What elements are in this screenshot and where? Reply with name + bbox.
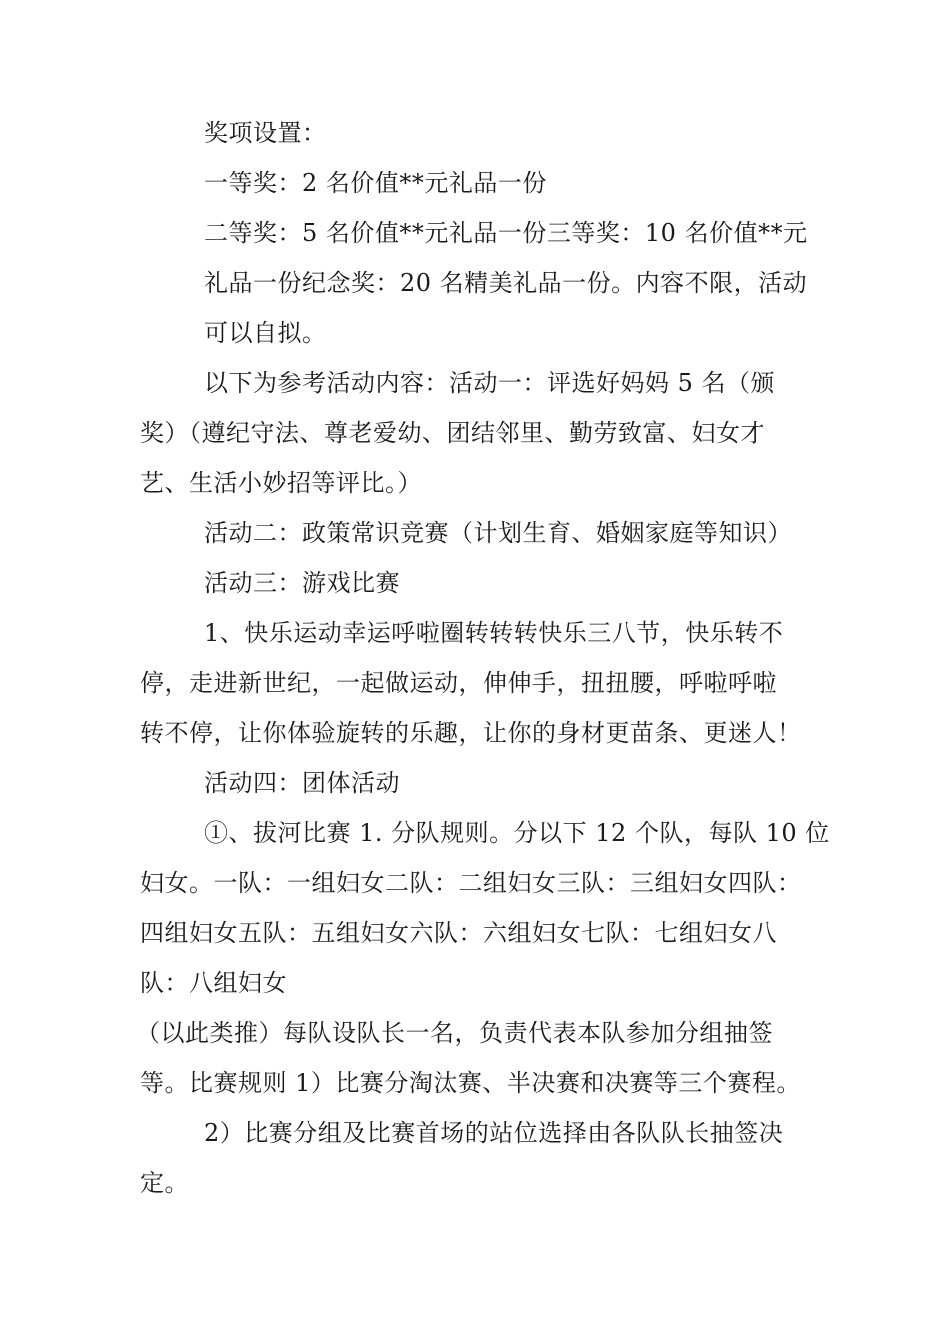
text-line-5: 可以自拟。	[204, 319, 327, 347]
text-line-4: 礼品一份纪念奖：20 名精美礼品一份。内容不限，活动	[204, 269, 808, 297]
text-line-3: 二等奖：5 名价值**元礼品一份三等奖：10 名价值**元	[204, 219, 808, 247]
text-line-20: 等。比赛规则 1）比赛分淘汰赛、半决赛和决赛等三个赛程。	[140, 1069, 801, 1097]
text-line-15: ①、拔河比赛 1. 分队规则。分以下 12 个队，每队 10 位	[204, 819, 830, 847]
text-line-14: 活动四：团体活动	[204, 769, 400, 797]
text-line-17: 四组妇女五队：五组妇女六队：六组妇女七队：七组妇女八	[140, 919, 777, 947]
text-line-9: 活动二：政策常识竞赛（计划生育、婚姻家庭等知识）	[204, 519, 792, 547]
text-line-13: 转不停，让你体验旋转的乐趣，让你的身材更苗条、更迷人！	[140, 719, 802, 747]
text-line-8: 艺、生活小妙招等评比。）	[140, 469, 422, 497]
text-line-2: 一等奖：2 名价值**元礼品一份	[204, 169, 547, 197]
text-line-10: 活动三：游戏比赛	[204, 569, 400, 597]
text-line-1: 奖项设置：	[204, 119, 327, 147]
text-line-12: 停，走进新世纪，一起做运动，伸伸手，扭扭腰，呼啦呼啦	[140, 669, 777, 697]
text-line-22: 定。	[140, 1169, 189, 1197]
text-line-16: 妇女。一队：一组妇女二队：二组妇女三队：三组妇女四队：	[140, 869, 802, 897]
text-line-19: （以此类推）每队设队长一名，负责代表本队参加分组抽签	[136, 1019, 773, 1047]
text-line-18: 队：八组妇女	[140, 969, 287, 997]
text-line-21: 2）比赛分组及比赛首场的站位选择由各队队长抽签决	[204, 1119, 784, 1147]
text-line-11: 1、快乐运动幸运呼啦圈转转转快乐三八节，快乐转不	[204, 619, 784, 647]
text-line-7: 奖）（遵纪守法、尊老爱幼、团结邻里、勤劳致富、妇女才	[140, 419, 765, 447]
text-line-6: 以下为参考活动内容：活动一：评选好妈妈 5 名（颁	[204, 369, 776, 397]
